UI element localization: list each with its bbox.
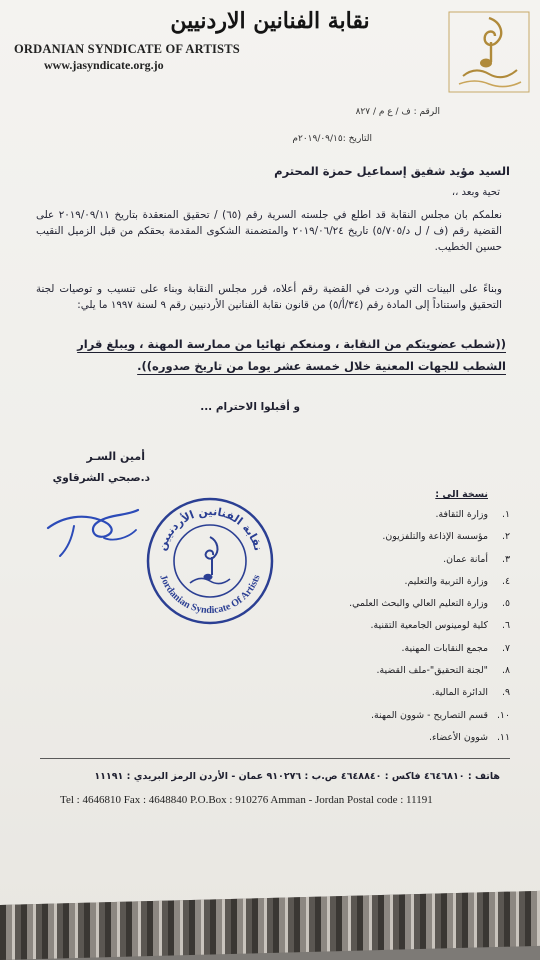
list-item bbox=[280, 660, 510, 682]
copy-recipient: كلية لومينوس الجامعية التقنية. bbox=[370, 620, 488, 632]
list-item bbox=[280, 593, 510, 615]
org-name-english: ORDANIAN SYNDICATE OF ARTISTS bbox=[14, 42, 240, 56]
org-name-arabic: نقابة الفنانين الاردنيين bbox=[170, 8, 370, 34]
paragraph-notification: نعلمكم بان مجلس النقابة قد اطلع في جلسته السرية رقم (٦٥) / تحقيق المنعقدة بتاريخ ٢٠١٩/٠٩/١١ على القضية رقم (ف / ل د/٥/٧٠٥) تاريخ ٢٠١٩/٠٦/٢٤ والمتضمنة الشكوى المقدمة بحقكم من قبل الزميل النقيب حسين الخطيب. bbox=[36, 209, 502, 253]
copy-recipient: الدائرة المالية. bbox=[431, 687, 488, 699]
copy-recipient: مؤسسة الإذاعة والتلفزيون. bbox=[382, 531, 488, 543]
handwritten-signature bbox=[44, 498, 144, 562]
copy-recipient: "لجنة التحقيق"-ملف القضية. bbox=[376, 665, 488, 677]
copy-number: ٦. bbox=[501, 620, 510, 632]
copy-number: ٣. bbox=[501, 553, 510, 565]
copy-number: ٥. bbox=[501, 598, 510, 610]
footer-contact-arabic: هاتف : ٤٦٤٦٨١٠ فاكس : ٤٦٤٨٨٤٠ ص.ب : ٩١٠٢٧٦ عمان - الأردن الرمز البريدي : ١١١٩١ bbox=[94, 771, 500, 782]
copy-number: ٢. bbox=[501, 531, 510, 543]
list-item bbox=[280, 727, 510, 749]
decision-text: ((شطب عضويتكم من النقابة ، ومنعكم نهائيا من ممارسة المهنة ، ويبلغ قرار الشطب للجهات المعنية خلال خمسة عشر يوما من تاريخ صدوره)). bbox=[77, 337, 506, 373]
addressee: السيد مؤيد شفيق إسماعيل حمزة المحترم bbox=[274, 164, 510, 178]
paragraph-basis: وبناءً على البينات التي وردت في القضية رقم أعلاه، قرر مجلس النقابة وبناء على تنسيب و توصيات لجنة التحقيق واستناداً إلى المادة رقم (٣٤/أ/٥) من قانون نقابة الفنانين الأردنيين رقم ٩ لسنة ١٩٩٧ ما يلي: bbox=[36, 283, 502, 311]
copy-recipient: شوون الأعضاء. bbox=[428, 731, 488, 743]
copy-number: ٤. bbox=[501, 575, 510, 587]
stamp-text-arabic: نقابة الفنانين الأردنيين bbox=[155, 504, 265, 553]
list-item bbox=[280, 504, 510, 526]
greeting: تحية وبعد ،، bbox=[451, 187, 500, 198]
copies-list bbox=[280, 504, 510, 749]
copy-recipient: قسم التصاريح - شوون المهنة. bbox=[371, 709, 488, 721]
copy-number: ٩. bbox=[501, 687, 510, 699]
copy-recipient: وزارة التربية والتعليم. bbox=[404, 575, 488, 587]
copy-number: ١. bbox=[501, 509, 510, 520]
list-item bbox=[280, 549, 510, 571]
list-item bbox=[280, 638, 510, 660]
letter-page: نقابة الفنانين الاردنيين ORDANIAN SYNDICATE OF ARTISTS www.jasyndicate.org.jo الرقم : ف / ع م / ٨٢٧ التاريخ :٢٠١٩/٠٩/١٥م السيد مؤيد شفيق إسماعيل حمزة المحترم تحية وبعد ،، نعلمكم بان مجلس النقابة قد اطلع في جلسته السرية رقم (٦٥) / تحقيق المنعقدة بتاريخ ٢٠١٩/٠٩/١١ على القضية رقم (ف / ل د/٥/٧٠٥) تاريخ ٢٠١٩/٠٦/٢٤ والمتضمنة الشكوى المقدمة بحقكم من قبل الزميل النقيب حسين الخطيب. وبناءً على البينات التي وردت في القضية رقم أعلاه، قرر مجلس النقابة وبناء على تنسيب و توصيات لجنة التحقيق واستناداً إلى المادة رقم (٣٤/أ/٥) من قانون نقابة الفنانين الأردنيين رقم ٩ لسنة ١٩٩٧ ما يلي: ((شطب عضويتكم من النقابة ، ومنعكم نهائيا من ممارسة المهنة ، ويبلغ قرار الشطب للجهات المعنية خلال خمسة عشر يوما من تاريخ صدوره)). و أقبلوا الاحترام ... أمين السـر د.صبحي الشرقاوي نقابة الفنانين الأردنيين Jordanian Syndicate Of Artists نسخة الى : ١. وزارة الثقافة. ٢. مؤسسة الإذاعة والتلفزيون. ٣. أمانة عمان. ٤. وزارة التربية والتعليم. ٥. وزارة التعليم العالي والبحث العلمي. ٦. كلية لومينوس الجامعية التقنية. ٧. مجمع النقابات المهنية. ٨. "لجنة التحقيق"-ملف القضية. ٩. الدائرة المالية. ١٠. قسم التصاريح - شوون المهنة. ١١. شوون الأعضاء. هاتف : ٤٦٤٦٨١٠ فاكس : ٤٦٤٨٨٤٠ ص.ب : ٩١٠٢٧٦ عمان - الأردن الرمز البريدي : ١١١٩١ Tel : 4646810 Fax : 4648840 P.O.Box : 910276 Amman - Jordan Postal code : 11191 bbox=[0, 0, 540, 915]
closing-line: و أقبلوا الاحترام ... bbox=[200, 401, 300, 413]
list-item bbox=[280, 705, 510, 727]
copy-recipient: أمانة عمان. bbox=[443, 553, 488, 565]
footer-contact-english: Tel : 4646810 Fax : 4648840 P.O.Box : 910276 Amman - Jordan Postal code : 11191 bbox=[60, 794, 433, 806]
copy-recipient: وزارة التعليم العالي والبحث العلمي. bbox=[349, 598, 488, 610]
copy-number: ٨. bbox=[501, 665, 510, 677]
org-website: www.jasyndicate.org.jo bbox=[44, 58, 164, 72]
list-item bbox=[280, 615, 510, 637]
official-stamp bbox=[144, 495, 276, 627]
copy-number: ١١. bbox=[496, 731, 510, 743]
list-item bbox=[280, 571, 510, 593]
copy-recipient: وزارة الثقافة. bbox=[435, 509, 488, 520]
signatory-title: أمين السـر bbox=[86, 450, 145, 463]
copy-number: ١٠. bbox=[496, 709, 510, 721]
copies-heading: نسخة الى : bbox=[435, 489, 488, 500]
signatory-name: د.صبحي الشرقاوي bbox=[52, 472, 150, 484]
list-item bbox=[280, 682, 510, 704]
syndicate-logo-icon bbox=[445, 8, 533, 96]
copy-number: ٧. bbox=[501, 642, 510, 654]
stamp-text-english: Jordanian Syndicate Of Artists bbox=[157, 573, 263, 617]
copy-recipient: مجمع النقابات المهنية. bbox=[401, 642, 488, 654]
footer-divider bbox=[40, 758, 510, 759]
list-item bbox=[280, 526, 510, 548]
